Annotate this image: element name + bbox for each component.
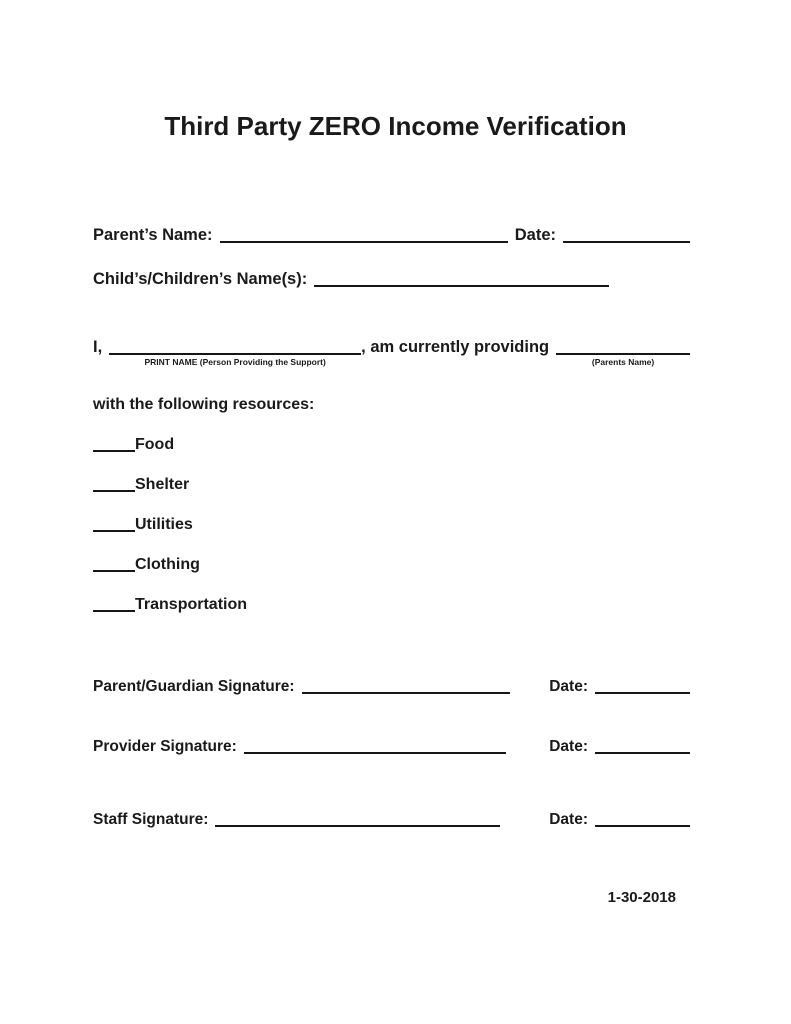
resource-row-transportation	[93, 594, 690, 616]
provider-date-blank	[595, 752, 690, 754]
parent-guardian-date-blank	[595, 692, 690, 694]
staff-date-group	[549, 809, 690, 831]
staff-signature-blank	[215, 825, 500, 827]
resource-row-clothing	[93, 554, 690, 576]
utilities-blank	[93, 530, 135, 532]
staff-signature-row	[93, 809, 690, 831]
date-label: Date:	[514, 226, 556, 244]
parent-guardian-signature-label: Parent/Guardian Signature:	[93, 678, 295, 695]
print-name-blank	[109, 353, 361, 367]
parent-name-row	[93, 224, 690, 246]
resource-row-utilities	[93, 514, 690, 536]
resources-intro-label: with the following resources:	[93, 396, 315, 413]
provider-signature-label: Provider Signature:	[93, 738, 237, 755]
resources-intro	[93, 394, 690, 416]
footer-date: 1-30-2018	[607, 889, 676, 906]
transportation-label: Transportation	[135, 596, 248, 613]
page-title: Third Party ZERO Income Verification	[164, 111, 627, 141]
parent-guardian-date-label: Date:	[549, 678, 588, 695]
resource-row-food	[93, 434, 690, 456]
statement-prefix: I,	[93, 338, 103, 356]
provider-signature-blank	[244, 752, 506, 754]
statement-middle: , am currently providing	[361, 338, 550, 356]
transportation-blank	[93, 610, 135, 612]
parent-name-blank	[220, 241, 508, 243]
date-blank	[563, 241, 690, 243]
provider-signature-row	[93, 736, 690, 758]
food-label: Food	[135, 436, 175, 453]
provider-statement-row	[93, 336, 690, 367]
children-names-label: Child’s/Children’s Name(s):	[93, 270, 308, 288]
clothing-label: Clothing	[135, 556, 200, 573]
food-blank	[93, 450, 135, 452]
provider-date-label: Date:	[549, 738, 588, 755]
children-names-blank	[314, 285, 609, 287]
parent-guardian-signature-row	[93, 676, 690, 698]
parents-name-caption: (Parents Name)	[591, 357, 655, 367]
staff-date-label: Date:	[549, 811, 588, 828]
clothing-blank	[93, 570, 135, 572]
form-content	[93, 224, 690, 831]
parents-name-blank	[556, 353, 690, 367]
children-names-row	[93, 268, 690, 290]
resource-row-shelter	[93, 474, 690, 496]
parent-guardian-signature-blank	[302, 692, 510, 694]
parent-name-label: Parent’s Name:	[93, 226, 213, 244]
parent-guardian-date-group	[549, 676, 690, 698]
shelter-label: Shelter	[135, 476, 190, 493]
staff-date-blank	[595, 825, 690, 827]
print-name-caption: PRINT NAME (Person Providing the Support)	[144, 357, 326, 367]
utilities-label: Utilities	[135, 516, 193, 533]
staff-signature-label: Staff Signature:	[93, 811, 209, 828]
shelter-blank	[93, 490, 135, 492]
provider-date-group	[549, 736, 690, 758]
